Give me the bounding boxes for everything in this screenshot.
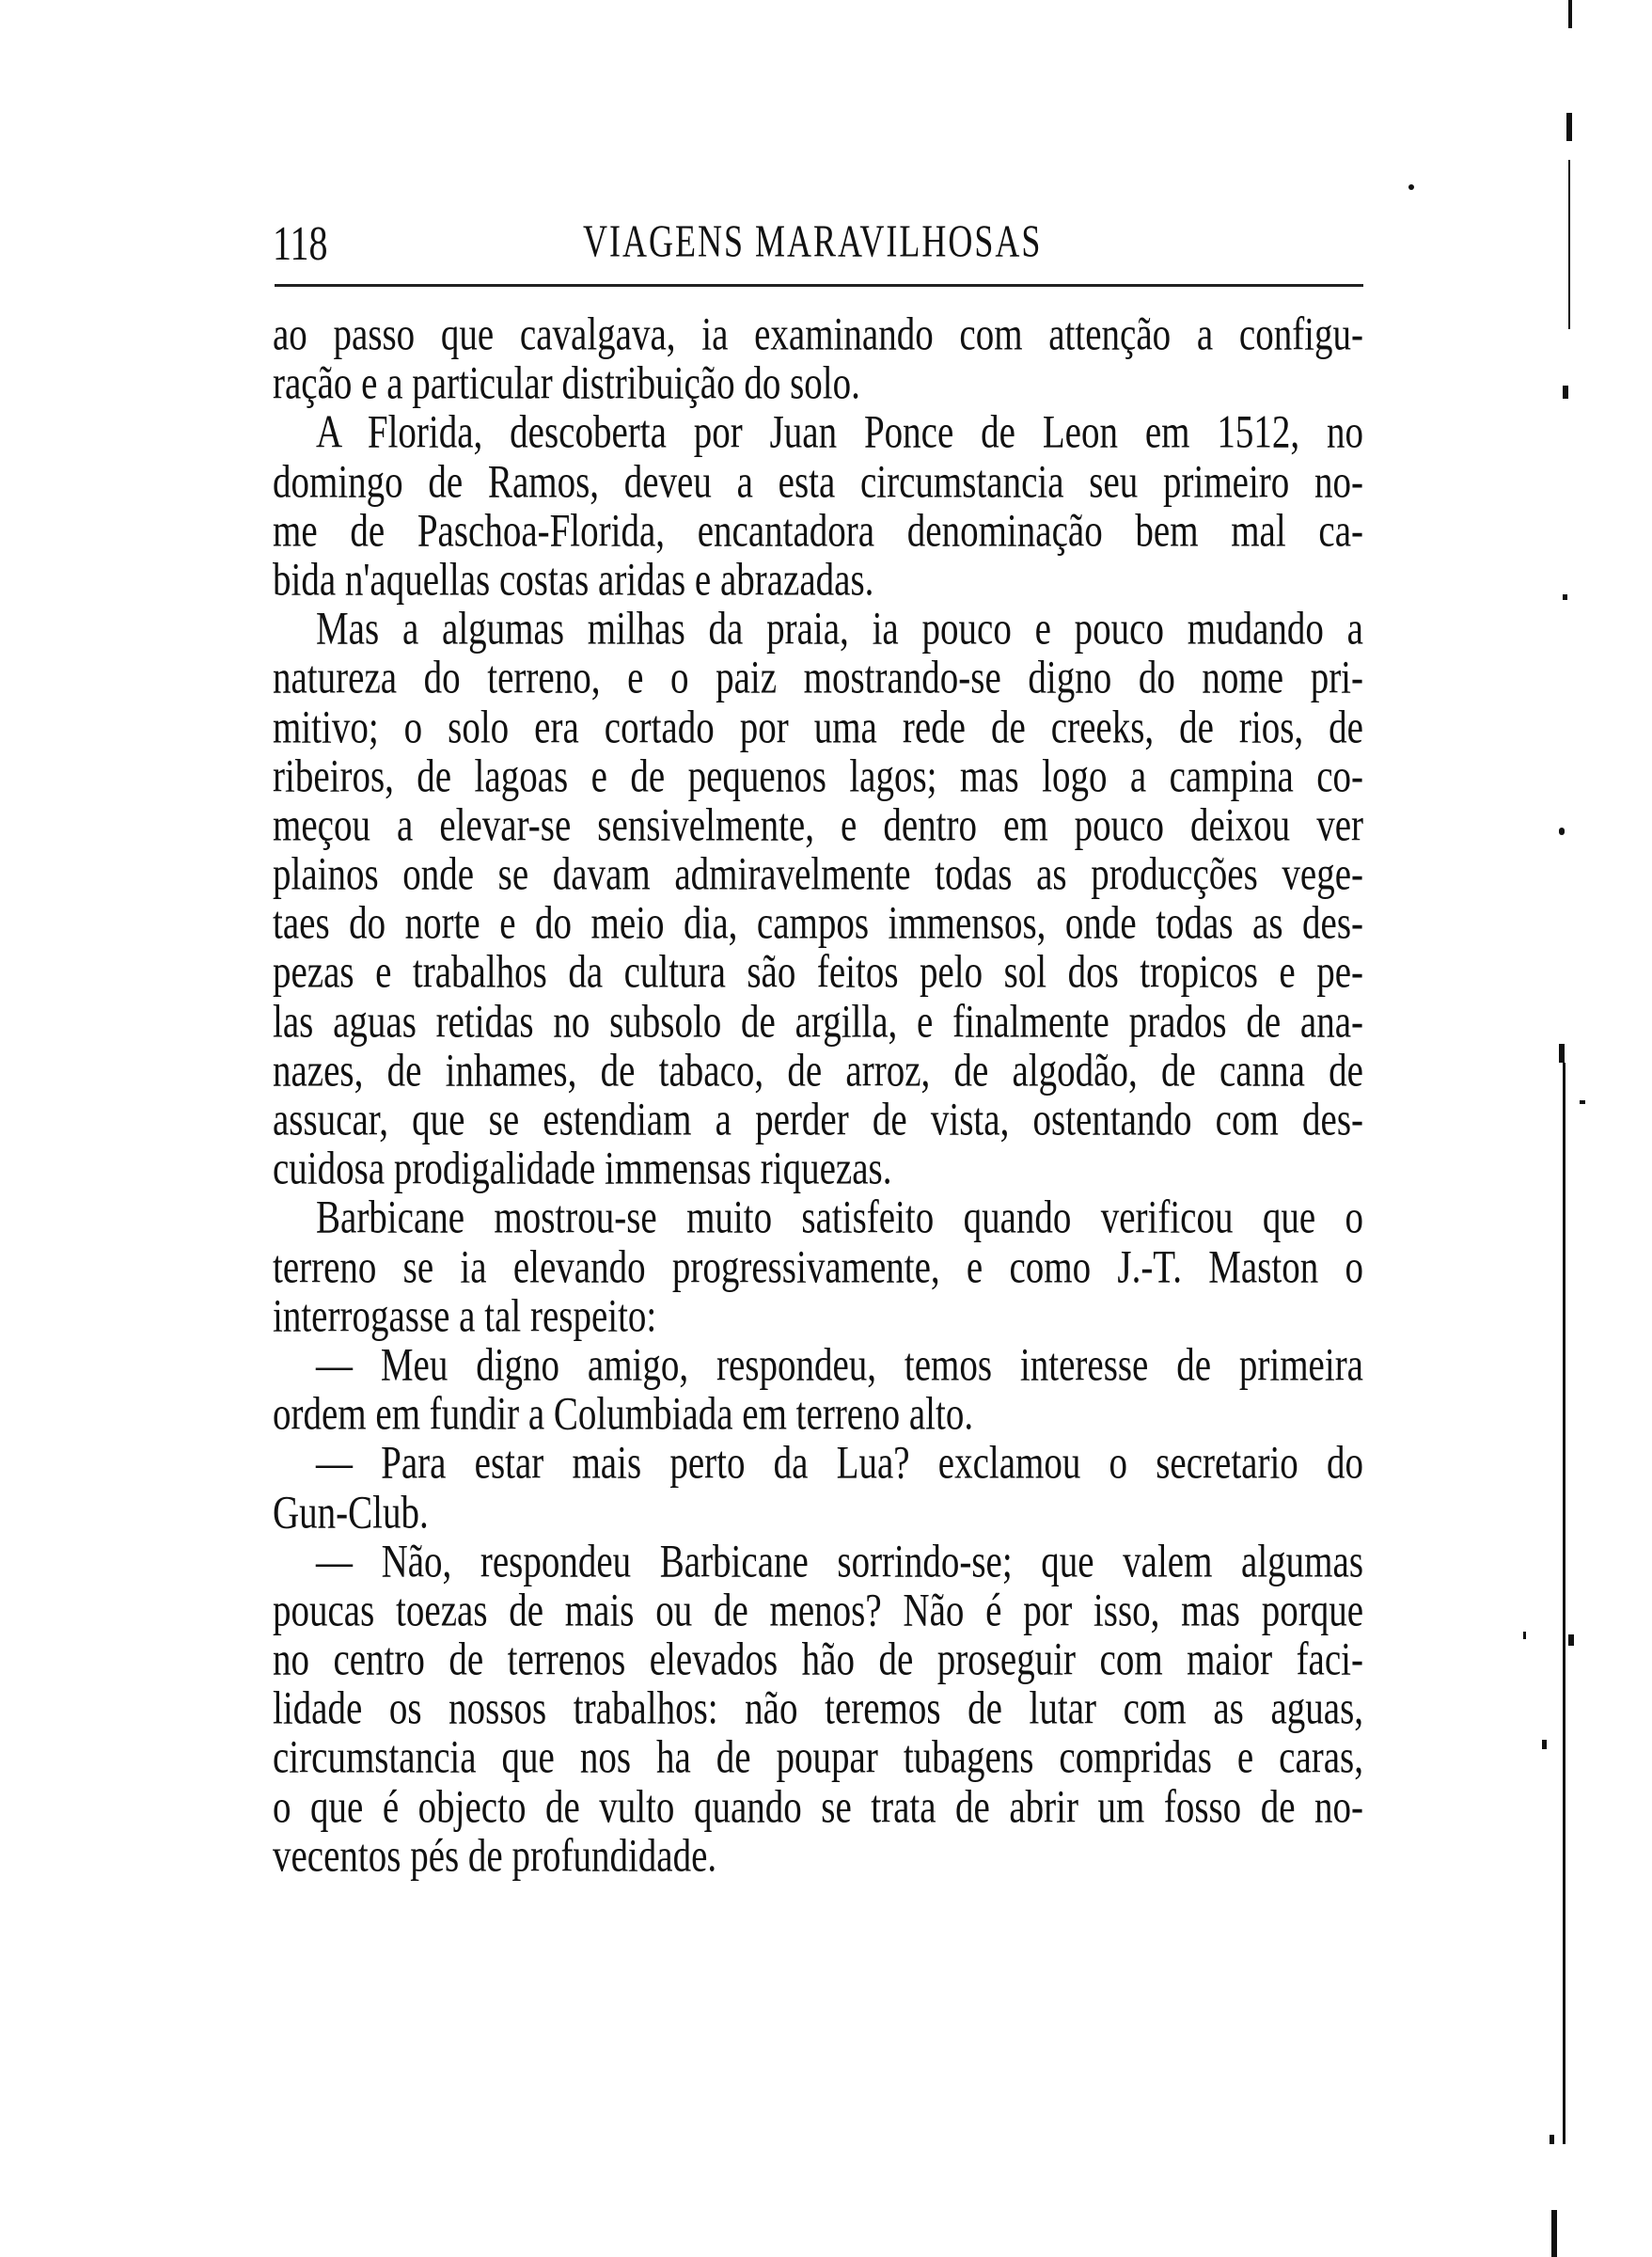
edge-mark bbox=[1566, 113, 1572, 141]
text-line: bida n'aquellas costas aridas e abrazadas. bbox=[273, 553, 874, 606]
text-line: assucar, que se estendiam a perder de vista, ostentando com des- bbox=[273, 1093, 1363, 1145]
text-line: — Para estar mais perto da Lua? exclamou o secretario do bbox=[316, 1437, 1363, 1490]
paragraph bbox=[273, 1535, 1363, 1882]
text-line: Barbicane mostrou-se muito satisfeito quando verificou que o bbox=[316, 1192, 1363, 1244]
text-line: mitivo; o solo era cortado por uma rede de creeks, de rios, de bbox=[273, 701, 1363, 753]
page-header bbox=[273, 214, 1363, 271]
text-line: me de Paschoa-Florida, encantadora denominação bem mal ca- bbox=[273, 504, 1363, 557]
text-line: plainos onde se davam admiravelmente todas as producções vege- bbox=[273, 847, 1363, 900]
paragraph bbox=[273, 1338, 1363, 1440]
text-line: natureza do terreno, e o paiz mostrando-se digno do nome pri- bbox=[273, 652, 1363, 704]
edge-mark bbox=[1568, 0, 1572, 28]
paragraph bbox=[273, 1439, 1363, 1537]
running-title: VIAGENS MARAVILHOSAS bbox=[583, 215, 1043, 267]
edge-mark bbox=[1568, 160, 1570, 329]
text-line: Mas a algumas milhas da praia, ia pouco e pouco mudando a bbox=[316, 602, 1363, 655]
text-line: domingo de Ramos, deveu a esta circumstancia seu primeiro no- bbox=[273, 455, 1363, 508]
edge-mark bbox=[1559, 828, 1565, 835]
paragraph bbox=[273, 310, 1363, 408]
text-line: meçou a elevar-se sensivelmente, e dentro em pouco deixou ver bbox=[273, 798, 1363, 851]
text-line: ração e a particular distribuição do solo. bbox=[273, 357, 860, 410]
text-line: vecentos pés de profundidade. bbox=[273, 1829, 717, 1882]
edge-mark bbox=[1563, 594, 1567, 600]
text-line: circumstancia que nos ha de poupar tubagens compridas e caras, bbox=[273, 1731, 1363, 1784]
edge-mark bbox=[1523, 1632, 1526, 1639]
body-text bbox=[273, 310, 1363, 1881]
text-line: ordem em fundir a Columbiada em terreno alto. bbox=[273, 1387, 974, 1440]
edge-mark bbox=[1559, 1044, 1565, 1063]
paragraph bbox=[273, 408, 1363, 605]
text-line: pezas e trabalhos da cultura são feitos pelo sol dos tropicos e pe- bbox=[273, 946, 1363, 999]
text-line: no centro de terrenos elevados hão de proseguir com maior faci- bbox=[273, 1633, 1363, 1685]
text-line: lidade os nossos trabalhos: não teremos de lutar com as aguas, bbox=[273, 1682, 1363, 1735]
text-line: A Florida, descoberta por Juan Ponce de Leon em 1512, no bbox=[316, 406, 1363, 459]
text-line: cuidosa prodigalidade immensas riquezas. bbox=[273, 1143, 892, 1195]
text-line: las aguas retidas no subsolo de argilla, e finalmente prados de ana- bbox=[273, 995, 1363, 1048]
paragraph bbox=[273, 1193, 1363, 1341]
text-line: — Meu digno amigo, respondeu, temos interesse de primeira bbox=[316, 1338, 1363, 1391]
text-line: — Não, respondeu Barbicane sorrindo-se; que valem algumas bbox=[316, 1535, 1363, 1587]
text-line: o que é objecto de vulto quando se trata de abrir um fosso de no- bbox=[273, 1780, 1363, 1833]
text-line: poucas toezas de mais ou de menos? Não é por isso, mas porque bbox=[273, 1584, 1363, 1636]
edge-mark bbox=[1580, 1100, 1585, 1104]
text-line: interrogasse a tal respeito: bbox=[273, 1289, 657, 1342]
edge-mark bbox=[1563, 386, 1568, 399]
text-line: ribeiros, de lagoas e de pequenos lagos; mas logo a campina co- bbox=[273, 750, 1363, 802]
page-number: 118 bbox=[273, 215, 328, 271]
edge-mark bbox=[1542, 1740, 1547, 1749]
edge-mark bbox=[1568, 1634, 1574, 1646]
text-line: nazes, de inhames, de tabaco, de arroz, de algodão, de canna de bbox=[273, 1044, 1363, 1097]
paragraph bbox=[273, 602, 1363, 1195]
text-line: ao passo que cavalgava, ia examinando com attenção a configu- bbox=[273, 308, 1363, 360]
text-line: taes do norte e do meio dia, campos immensos, onde todas as des- bbox=[273, 897, 1363, 950]
edge-mark bbox=[1551, 2210, 1557, 2257]
edge-mark bbox=[1408, 184, 1414, 190]
text-line: terreno se ia elevando progressivamente, e como J.-T. Maston o bbox=[273, 1240, 1363, 1293]
edge-mark bbox=[1563, 1063, 1565, 2144]
header-rule bbox=[275, 284, 1363, 287]
text-line: Gun-Club. bbox=[273, 1486, 429, 1539]
edge-mark bbox=[1550, 2135, 1554, 2144]
